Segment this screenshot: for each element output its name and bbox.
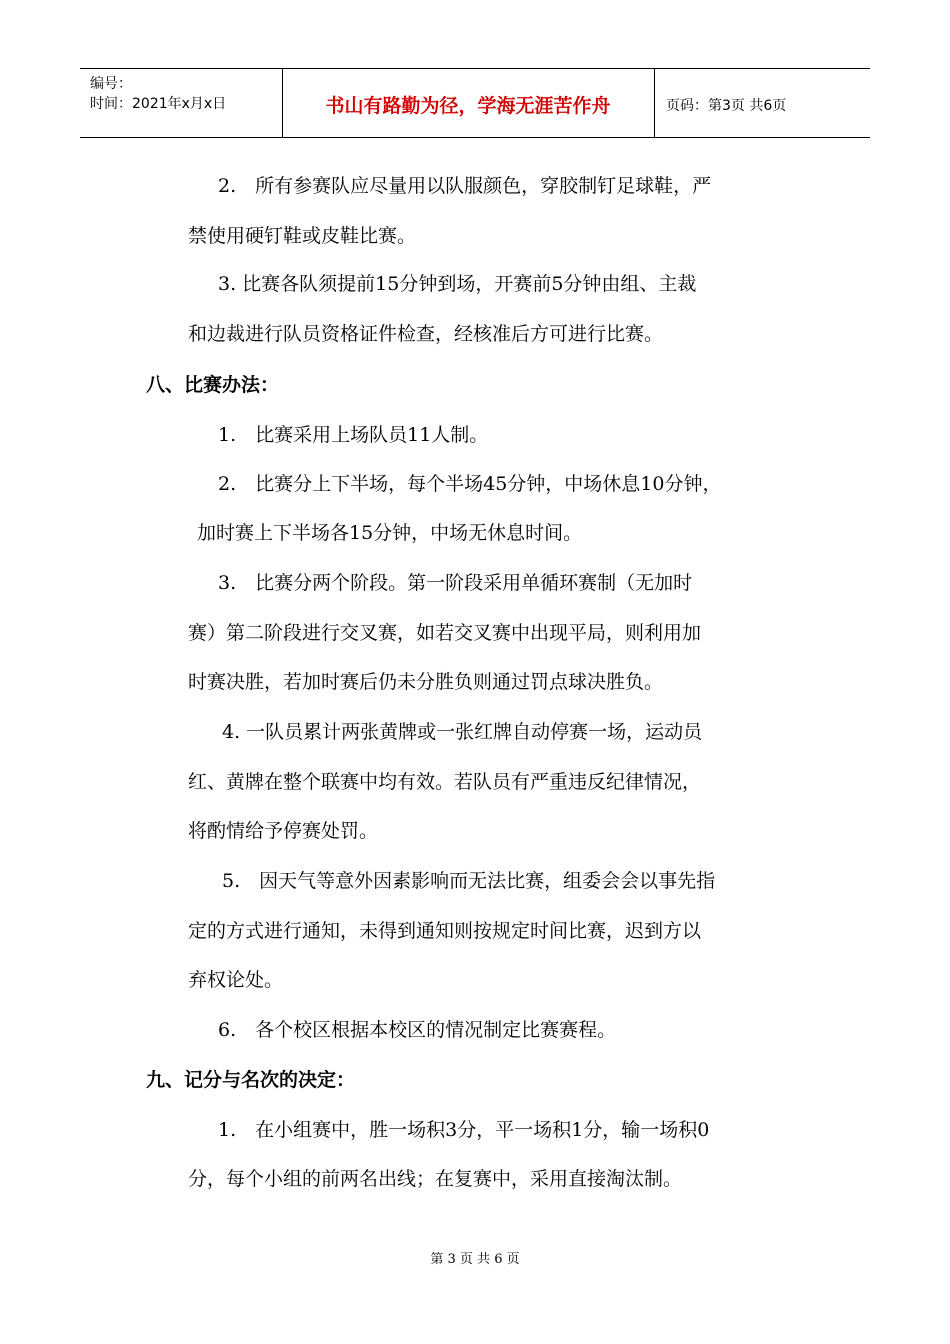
document-time-label: 时间：2021年x月x日 bbox=[90, 96, 227, 112]
document-number-label: 编号： bbox=[90, 76, 132, 92]
paragraph-line: 加时赛上下半场各15分钟，中场无休息时间。 bbox=[197, 522, 583, 544]
paragraph-line: 3. 比赛分两个阶段。第一阶段采用单循环赛制（无加时 bbox=[218, 572, 693, 594]
paragraph-line: 赛）第二阶段进行交叉赛，如若交叉赛中出现平局，则利用加 bbox=[188, 622, 702, 644]
paragraph-line: 时赛决胜，若加时赛后仍未分胜负则通过罚点球决胜负。 bbox=[188, 671, 664, 693]
paragraph-line: 分，每个小组的前两名出线；在复赛中，采用直接淘汰制。 bbox=[188, 1168, 683, 1190]
header-info-cell bbox=[80, 69, 283, 137]
paragraph-line: 弃权论处。 bbox=[188, 969, 284, 991]
header-page-number: 页码：第3页 共6页 bbox=[666, 98, 787, 114]
page-footer: 第 3 页 共 6 页 bbox=[430, 1252, 520, 1267]
header-motto-cell bbox=[282, 69, 655, 137]
section-heading: 八、比赛办法： bbox=[146, 374, 280, 396]
paragraph-line: 定的方式进行通知，未得到通知则按规定时间比赛，迟到方以 bbox=[188, 920, 702, 942]
paragraph-line: 1. 在小组赛中，胜一场积3分，平一场积1分，输一场积0 bbox=[218, 1119, 710, 1141]
section-heading: 九、记分与名次的决定： bbox=[146, 1069, 356, 1091]
paragraph-line: 6. 各个校区根据本校区的情况制定比赛赛程。 bbox=[218, 1019, 617, 1041]
paragraph-line: 2. 所有参赛队应尽量用以队服颜色，穿胶制钉足球鞋，严 bbox=[218, 175, 712, 197]
paragraph-line: 1. 比赛采用上场队员11人制。 bbox=[218, 424, 489, 446]
paragraph-line: 将酌情给予停赛处罚。 bbox=[188, 820, 379, 842]
header-page-cell bbox=[654, 69, 870, 137]
paragraph-line: 4. 一队员累计两张黄牌或一张红牌自动停赛一场，运动员 bbox=[222, 721, 703, 743]
paragraph-line: 禁使用硬钉鞋或皮鞋比赛。 bbox=[188, 225, 417, 247]
paragraph-line: 红、黄牌在整个联赛中均有效。若队员有严重违反纪律情况， bbox=[188, 771, 702, 793]
page-header bbox=[80, 68, 870, 138]
paragraph-line: 5. 因天气等意外因素影响而无法比赛，组委会会以事先指 bbox=[222, 870, 716, 892]
paragraph-line: 3. 比赛各队须提前15分钟到场，开赛前5分钟由组、主裁 bbox=[218, 273, 697, 295]
header-motto: 书山有路勤为径，学海无涯苦作舟 bbox=[325, 95, 611, 117]
paragraph-line: 2. 比赛分上下半场，每个半场45分钟，中场休息10分钟， bbox=[218, 473, 722, 495]
paragraph-line: 和边裁进行队员资格证件检查，经核准后方可进行比赛。 bbox=[188, 323, 664, 345]
